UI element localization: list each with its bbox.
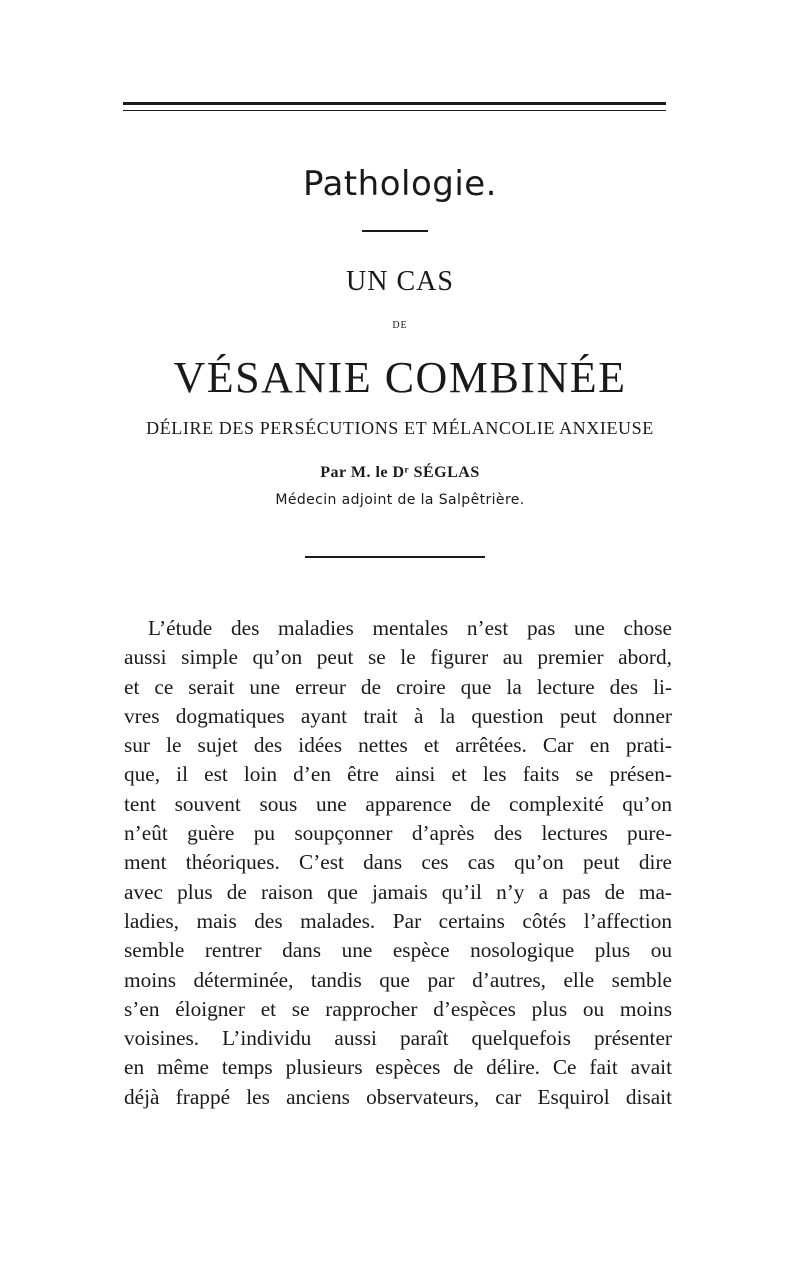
body-line: sur le sujet des idées nettes et arrêtées. Car en prati-: [124, 733, 672, 758]
top-rule-thick: [123, 102, 666, 105]
body-line: tent souvent sous une apparence de complexité qu’on: [124, 791, 672, 816]
article-author: Par M. le Dʳ SÉGLAS: [320, 464, 480, 481]
body-paragraph: [124, 614, 672, 1112]
article-title: VÉSANIE COMBINÉE: [173, 353, 627, 402]
body-line: ment théoriques. C’est dans ces cas qu’on peut dire: [124, 850, 672, 875]
body-line: semble rentrer dans une espèce nosologique plus ou: [124, 938, 672, 963]
body-line: en même temps plusieurs espèces de délire. Ce fait avait: [124, 1055, 672, 1080]
article-preposition: DE: [392, 320, 408, 331]
body-line: voisines. L’individu aussi paraît quelquefois présenter: [124, 1026, 672, 1051]
top-double-rule: [123, 102, 666, 114]
section-title: Pathologie.: [303, 164, 497, 204]
article-kicker: UN CAS: [346, 266, 454, 297]
article-subtitle: DÉLIRE DES PERSÉCUTIONS ET MÉLANCOLIE ANXIEUSE: [146, 418, 654, 438]
body-line: ladies, mais des malades. Par certains côtés l’affection: [124, 908, 672, 933]
section-divider: [362, 230, 428, 232]
body-line: vres dogmatiques ayant trait à la question peut donner: [124, 703, 672, 728]
top-rule-thin: [123, 110, 666, 111]
body-line: moins déterminée, tandis que par d’autres, elle semble: [124, 967, 672, 992]
body-line: s’en éloigner et se rapprocher d’espèces plus ou moins: [124, 996, 672, 1021]
body-line: avec plus de raison que jamais qu’il n’y a pas de ma-: [124, 879, 672, 904]
header-divider: [305, 556, 485, 558]
body-line: L’étude des maladies mentales n’est pas une chose: [148, 616, 672, 640]
body-line: déjà frappé les anciens observateurs, car Esquirol disait: [124, 1084, 672, 1109]
body-line: que, il est loin d’en être ainsi et les faits se présen-: [124, 762, 672, 787]
body-line: n’eût guère pu soupçonner d’après des lectures pure-: [124, 821, 672, 846]
body-line: aussi simple qu’on peut se le figurer au premier abord,: [124, 645, 672, 670]
body-line: et ce serait une erreur de croire que la lecture des li-: [124, 674, 672, 699]
author-affiliation: Médecin adjoint de la Salpêtrière.: [275, 492, 525, 508]
